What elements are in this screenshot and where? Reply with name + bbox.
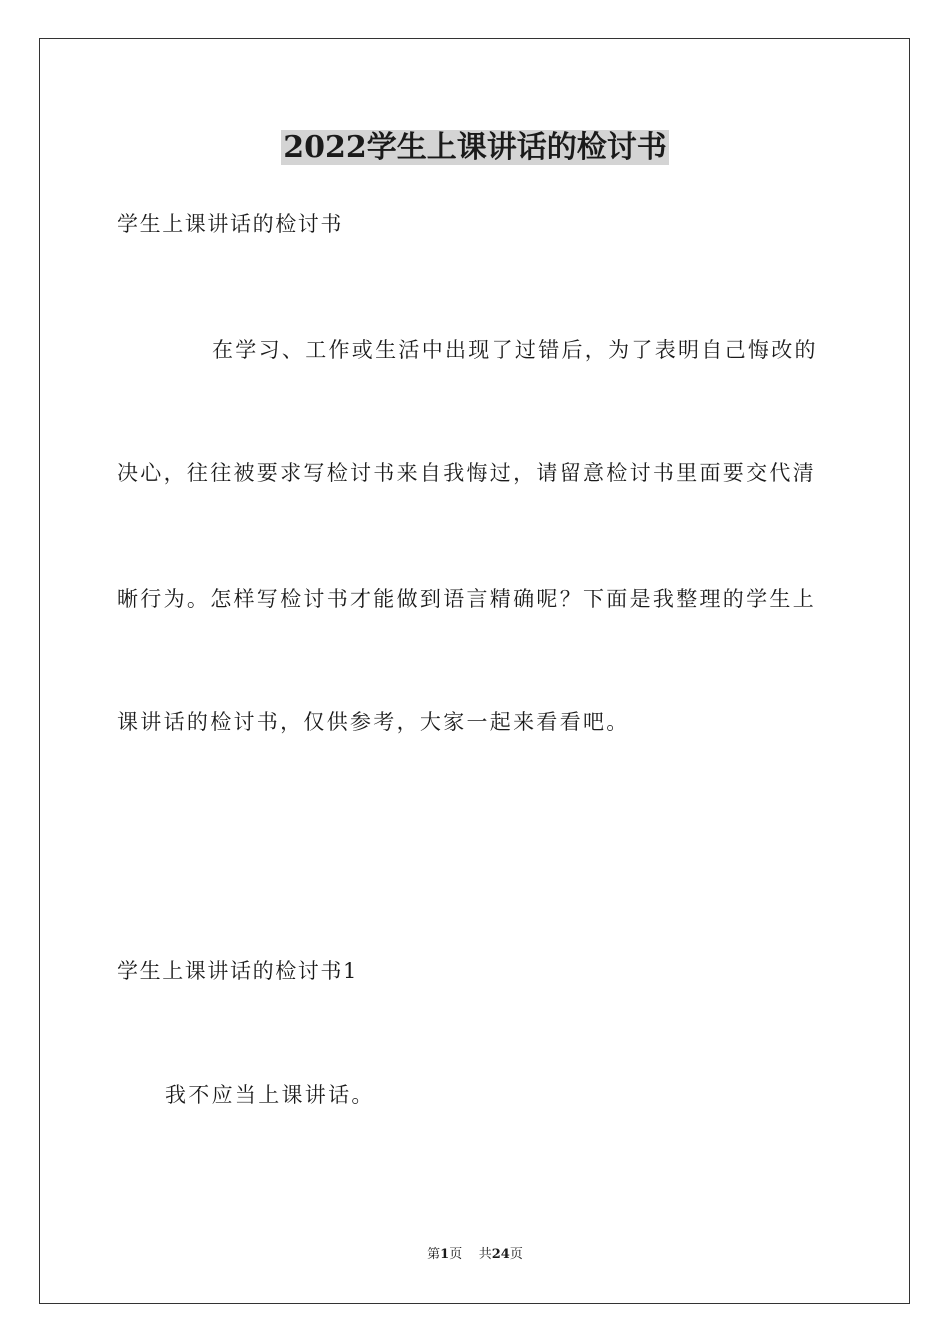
footer-total-suffix: 页 <box>509 1247 523 1262</box>
document-title <box>0 128 950 168</box>
intro-line-1: 在学习、工作或生活中出现了过错后，为了表明自己悔改的 <box>212 338 818 362</box>
section-heading: 学生上课讲话的检讨书1 <box>117 959 358 983</box>
intro-line-4: 课讲话的检讨书，仅供参考，大家一起来看看吧。 <box>117 710 630 734</box>
intro-line-2: 决心，往往被要求写检讨书来自我悔过，请留意检讨书里面要交代清 <box>117 461 816 485</box>
section-paragraph: 我不应当上课讲话。 <box>165 1083 375 1107</box>
footer-total-prefix: 共 <box>478 1247 492 1262</box>
footer-page-number: 1 <box>440 1247 450 1262</box>
footer-page-prefix: 第 <box>427 1247 441 1262</box>
title-highlight: 2022学生上课讲话的检讨书 <box>283 130 667 165</box>
intro-line-3: 晰行为。怎样写检讨书才能做到语言精确呢？下面是我整理的学生上 <box>117 587 816 611</box>
document-subtitle: 学生上课讲话的检讨书 <box>117 212 343 236</box>
page-footer <box>0 1246 950 1264</box>
footer-total-pages: 24 <box>491 1247 510 1262</box>
footer-page-suffix: 页 <box>449 1247 463 1262</box>
